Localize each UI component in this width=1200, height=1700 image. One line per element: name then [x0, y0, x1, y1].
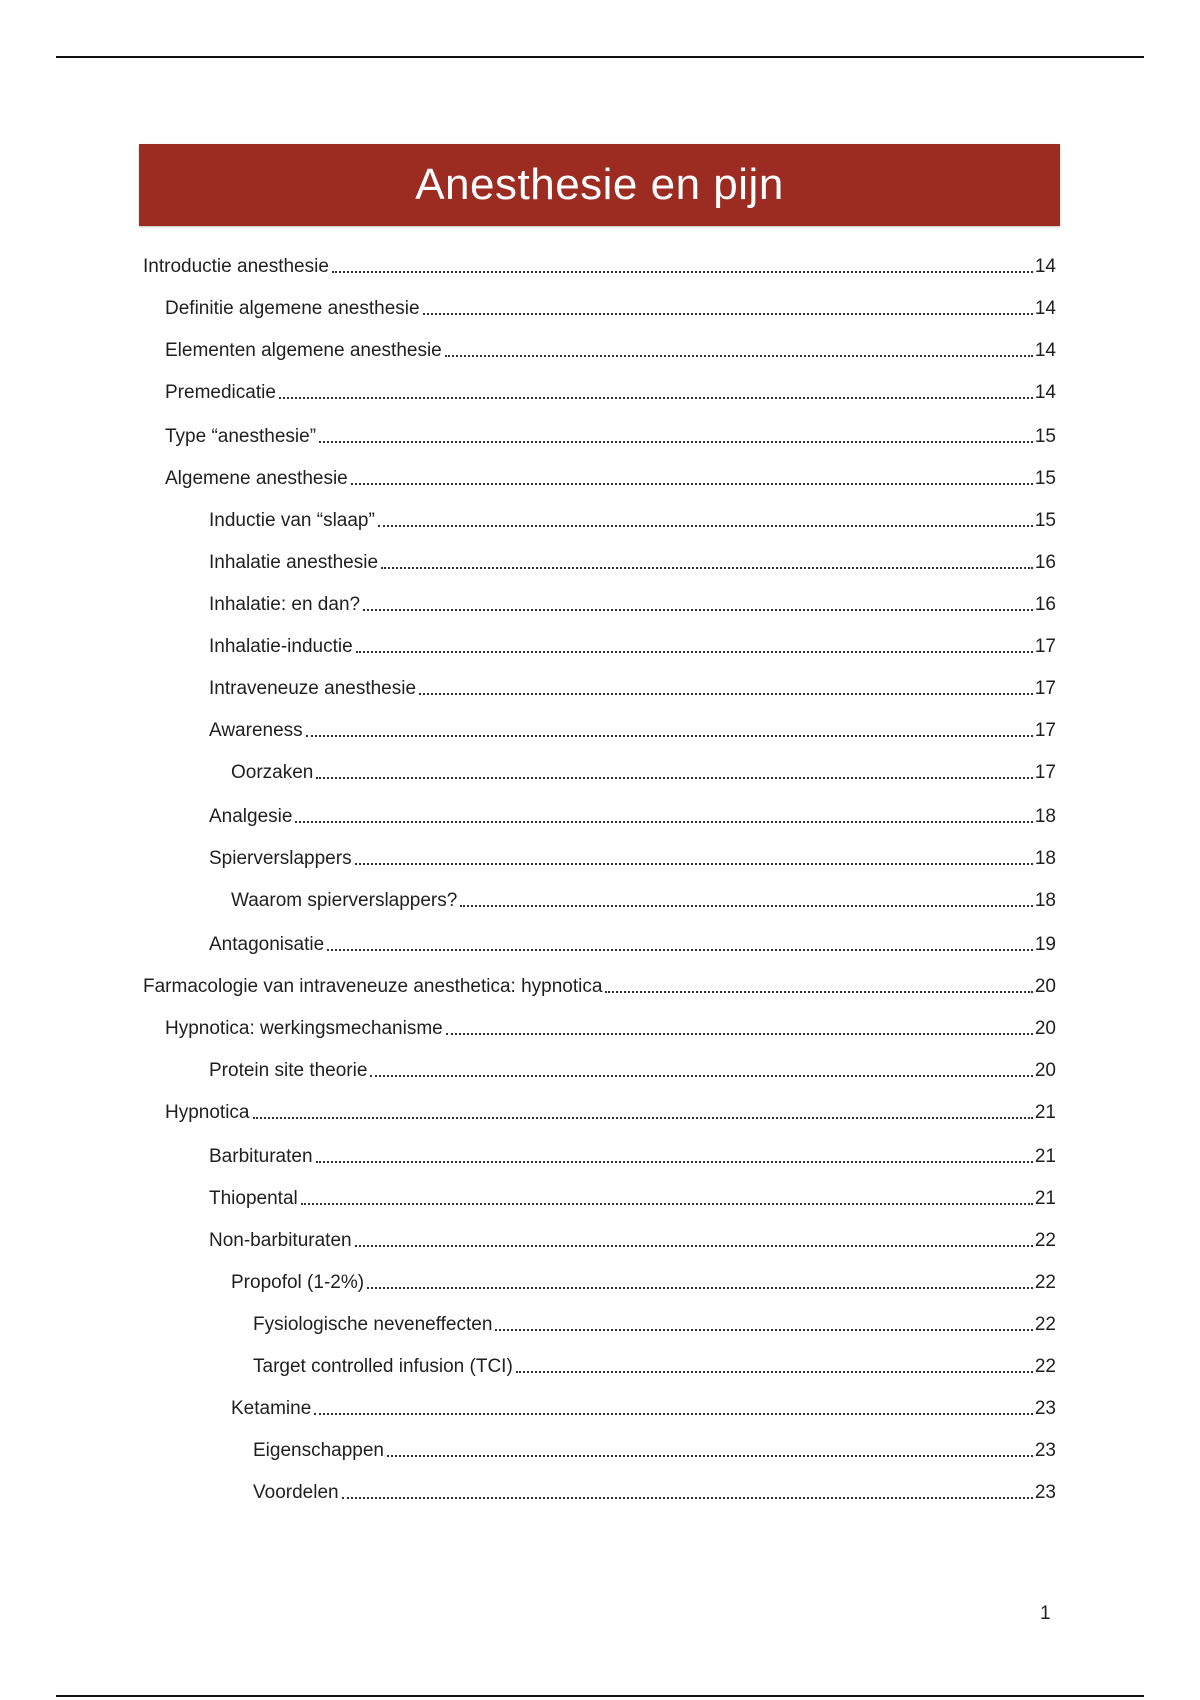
toc-entry-page: 15 [1034, 468, 1056, 489]
toc-entry-label: Ketamine [231, 1398, 312, 1419]
toc-entry-page: 14 [1034, 298, 1056, 319]
toc-dot-leader [378, 525, 1033, 527]
toc-entry-page: 18 [1034, 890, 1056, 911]
toc-entry[interactable] [165, 468, 1056, 490]
toc-entry[interactable] [165, 340, 1056, 362]
toc-entry-label: Eigenschappen [253, 1440, 384, 1461]
toc-entry-page: 21 [1034, 1146, 1056, 1167]
toc-entry-label: Algemene anesthesie [165, 468, 348, 489]
toc-dot-leader [253, 1117, 1033, 1119]
toc-entry-label: Non-barbituraten [209, 1230, 352, 1251]
toc-entry[interactable] [209, 720, 1056, 742]
toc-entry-label: Awareness [209, 720, 303, 741]
toc-entry[interactable] [209, 1060, 1056, 1082]
toc-entry-page: 14 [1034, 340, 1056, 361]
toc-entry[interactable] [253, 1314, 1056, 1336]
toc-entry[interactable] [231, 762, 1056, 784]
toc-entry-label: Barbituraten [209, 1146, 313, 1167]
toc-entry-page: 19 [1034, 934, 1056, 955]
toc-entry-label: Inhalatie-inductie [209, 636, 353, 657]
toc-entry[interactable] [165, 1102, 1056, 1124]
toc-entry-label: Type “anesthesie” [165, 426, 317, 447]
toc-entry[interactable] [165, 382, 1056, 404]
toc-entry-label: Waarom spierverslappers? [231, 890, 458, 911]
toc-dot-leader [342, 1497, 1033, 1499]
toc-entry-label: Analgesie [209, 806, 293, 827]
toc-entry[interactable] [209, 510, 1056, 532]
toc-entry-label: Elementen algemene anesthesie [165, 340, 442, 361]
toc-entry-page: 20 [1034, 976, 1056, 997]
toc-dot-leader [351, 483, 1033, 485]
toc-dot-leader [387, 1455, 1033, 1457]
toc-entry-label: Intraveneuze anesthesie [209, 678, 417, 699]
toc-entry-page: 15 [1034, 510, 1056, 531]
toc-entry-page: 21 [1034, 1102, 1056, 1123]
toc-entry[interactable] [143, 256, 1056, 278]
toc-entry[interactable] [253, 1356, 1056, 1378]
toc-entry[interactable] [209, 934, 1056, 956]
toc-dot-leader [605, 991, 1032, 993]
toc-entry-label: Propofol (1-2%) [231, 1272, 365, 1293]
toc-entry-label: Inhalatie: en dan? [209, 594, 361, 615]
toc-entry-page: 21 [1034, 1188, 1056, 1209]
toc-entry[interactable] [231, 890, 1056, 912]
toc-dot-leader [367, 1287, 1033, 1289]
toc-entry[interactable] [231, 1398, 1056, 1420]
toc-entry-page: 17 [1034, 636, 1056, 657]
toc-entry-label: Inductie van “slaap” [209, 510, 375, 531]
toc-dot-leader [306, 735, 1033, 737]
toc-dot-leader [446, 1033, 1033, 1035]
bottom-rule [56, 1695, 1144, 1697]
toc-entry[interactable] [143, 976, 1056, 998]
toc-entry-page: 23 [1034, 1440, 1056, 1461]
document-title: Anesthesie en pijn [139, 144, 1060, 226]
toc-entry-page: 23 [1034, 1482, 1056, 1503]
toc-dot-leader [423, 313, 1033, 315]
toc-dot-leader [279, 397, 1033, 399]
toc-entry[interactable] [165, 298, 1056, 320]
toc-entry-page: 22 [1034, 1314, 1056, 1335]
toc-entry-label: Definitie algemene anesthesie [165, 298, 420, 319]
toc-entry-page: 20 [1034, 1060, 1056, 1081]
top-rule [56, 56, 1144, 58]
toc-entry[interactable] [209, 1188, 1056, 1210]
toc-entry-page: 22 [1034, 1272, 1056, 1293]
toc-entry-page: 20 [1034, 1018, 1056, 1039]
toc-dot-leader [327, 949, 1033, 951]
toc-entry[interactable] [209, 806, 1056, 828]
toc-dot-leader [319, 441, 1033, 443]
toc-entry-label: Voordelen [253, 1482, 339, 1503]
toc-entry-page: 23 [1034, 1398, 1056, 1419]
toc-dot-leader [363, 609, 1033, 611]
toc-dot-leader [460, 905, 1033, 907]
toc-entry[interactable] [209, 678, 1056, 700]
toc-entry[interactable] [231, 1272, 1056, 1294]
toc-dot-leader [355, 863, 1033, 865]
toc-entry[interactable] [253, 1440, 1056, 1462]
toc-entry[interactable] [165, 426, 1056, 448]
toc-entry-page: 18 [1034, 806, 1056, 827]
toc-entry-page: 17 [1034, 720, 1056, 741]
toc-dot-leader [295, 821, 1032, 823]
toc-entry[interactable] [209, 1230, 1056, 1252]
toc-entry[interactable] [209, 848, 1056, 870]
toc-dot-leader [356, 651, 1033, 653]
toc-entry-page: 17 [1034, 678, 1056, 699]
page-number: 1 [1040, 1603, 1051, 1624]
toc-entry-page: 18 [1034, 848, 1056, 869]
toc-dot-leader [355, 1245, 1033, 1247]
toc-entry-label: Target controlled infusion (TCI) [253, 1356, 513, 1377]
toc-entry[interactable] [253, 1482, 1056, 1504]
toc-entry-label: Spierverslappers [209, 848, 352, 869]
toc-dot-leader [301, 1203, 1033, 1205]
toc-entry-label: Hypnotica [165, 1102, 250, 1123]
toc-entry-page: 22 [1034, 1356, 1056, 1377]
toc-entry-page: 16 [1034, 552, 1056, 573]
toc-dot-leader [316, 777, 1032, 779]
toc-entry-page: 16 [1034, 594, 1056, 615]
toc-dot-leader [314, 1413, 1033, 1415]
toc-entry-label: Inhalatie anesthesie [209, 552, 379, 573]
toc-entry-page: 22 [1034, 1230, 1056, 1251]
toc-entry-label: Introductie anesthesie [143, 256, 329, 277]
toc-entry-label: Fysiologische neveneffecten [253, 1314, 493, 1335]
toc-dot-leader [370, 1075, 1032, 1077]
toc-entry[interactable] [209, 552, 1056, 574]
toc-entry-label: Premedicatie [165, 382, 276, 403]
toc-entry[interactable] [209, 1146, 1056, 1168]
toc-entry-label: Thiopental [209, 1188, 298, 1209]
toc-dot-leader [419, 693, 1033, 695]
toc-entry-label: Farmacologie van intraveneuze anesthetica: hypnotica [143, 976, 603, 997]
toc-dot-leader [516, 1371, 1033, 1373]
toc-entry-page: 14 [1034, 382, 1056, 403]
toc-dot-leader [316, 1161, 1033, 1163]
toc-entry-page: 17 [1034, 762, 1056, 783]
toc-dot-leader [495, 1329, 1032, 1331]
toc-entry[interactable] [209, 636, 1056, 658]
toc-entry-label: Protein site theorie [209, 1060, 368, 1081]
toc-entry[interactable] [209, 594, 1056, 616]
toc-entry-page: 14 [1034, 256, 1056, 277]
toc-entry-label: Hypnotica: werkingsmechanisme [165, 1018, 443, 1039]
toc-entry-label: Antagonisatie [209, 934, 325, 955]
toc-dot-leader [445, 355, 1033, 357]
toc-entry-page: 15 [1034, 426, 1056, 447]
toc-dot-leader [332, 271, 1033, 273]
toc-entry-label: Oorzaken [231, 762, 314, 783]
toc-entry[interactable] [165, 1018, 1056, 1040]
toc-dot-leader [381, 567, 1033, 569]
